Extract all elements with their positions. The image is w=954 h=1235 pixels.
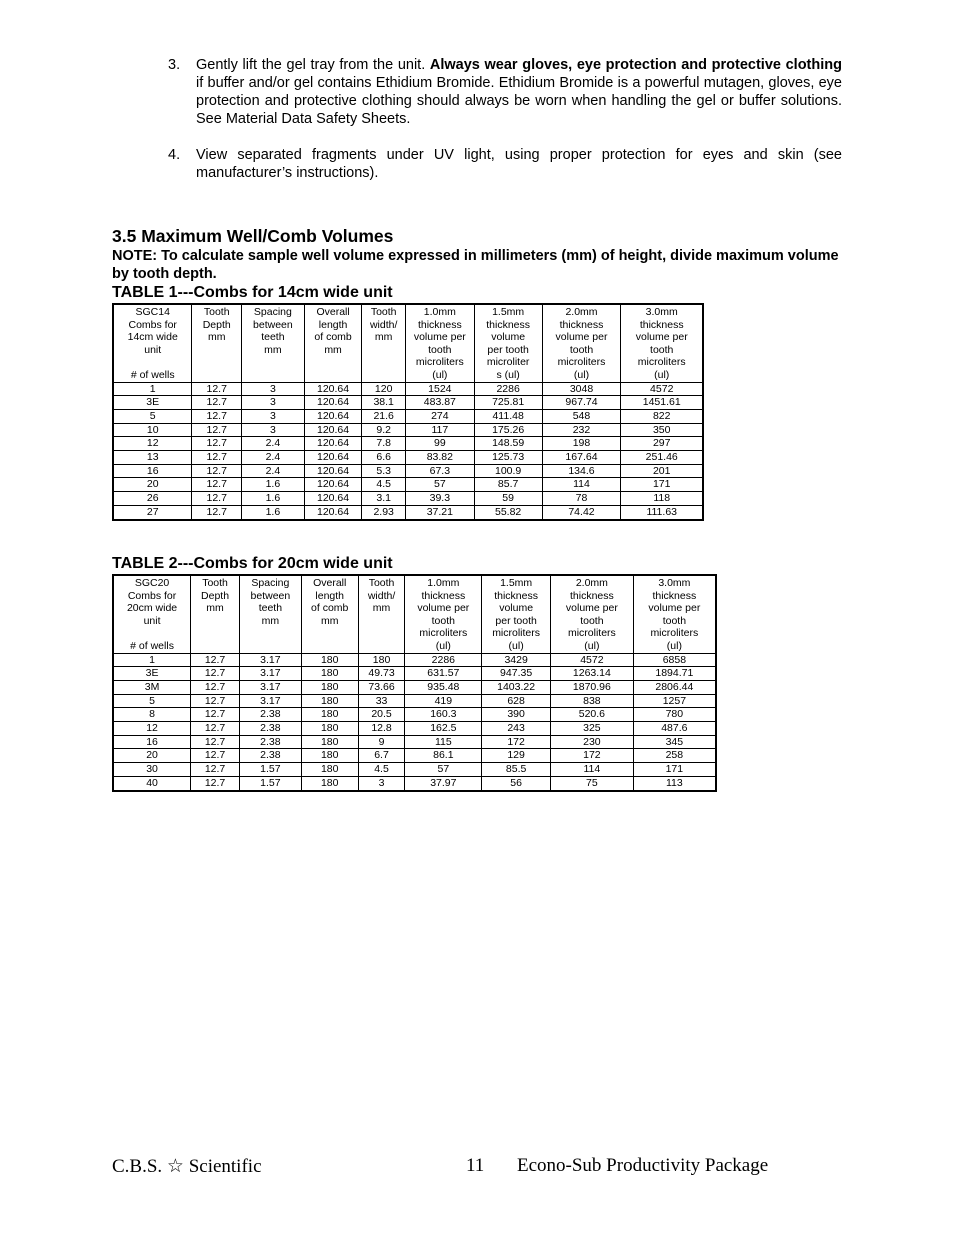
table-cell: 297 bbox=[621, 437, 703, 451]
table-cell: 5.3 bbox=[362, 464, 406, 478]
table-cell: 12.7 bbox=[191, 694, 240, 708]
table-cell: 780 bbox=[633, 708, 716, 722]
column-header bbox=[239, 575, 301, 653]
table-cell: 3048 bbox=[542, 382, 621, 396]
safety-warning: Always wear gloves, eye protection and protective clothing bbox=[429, 57, 842, 73]
table-cell: 1 bbox=[113, 382, 192, 396]
table-row bbox=[113, 749, 716, 763]
table-cell: 12.7 bbox=[192, 492, 242, 506]
table-cell: 12.7 bbox=[191, 667, 240, 681]
table-cell: 822 bbox=[621, 409, 703, 423]
table-cell: 13 bbox=[113, 451, 192, 465]
table-cell: 1894.71 bbox=[633, 667, 716, 681]
table-cell: 1451.61 bbox=[621, 396, 703, 410]
table-cell: 12.7 bbox=[191, 653, 240, 667]
table-cell: 12 bbox=[113, 722, 191, 736]
column-header bbox=[633, 575, 716, 653]
section-title: 3.5 Maximum Well/Comb Volumes bbox=[112, 226, 394, 246]
table-cell: 120 bbox=[362, 382, 406, 396]
table-cell: 5 bbox=[113, 694, 191, 708]
table-cell: 75 bbox=[551, 776, 634, 790]
table-cell: 115 bbox=[405, 735, 482, 749]
table-cell: 99 bbox=[405, 437, 474, 451]
table-cell: 74.42 bbox=[542, 505, 621, 519]
table-row bbox=[113, 722, 716, 736]
table-cell: 2286 bbox=[474, 382, 542, 396]
table-cell: 520.6 bbox=[551, 708, 634, 722]
table-cell: 12.7 bbox=[191, 749, 240, 763]
table-cell: 3 bbox=[358, 776, 405, 790]
table-cell: 2806.44 bbox=[633, 680, 716, 694]
table-cell: 12.7 bbox=[191, 722, 240, 736]
table-cell: 20 bbox=[113, 749, 191, 763]
table-cell: 1257 bbox=[633, 694, 716, 708]
column-header-label: 1.0mm thickness volume per tooth microliters (ul) bbox=[413, 306, 466, 381]
table-cell: 120.64 bbox=[304, 464, 362, 478]
table-cell: 1263.14 bbox=[551, 667, 634, 681]
step-4 bbox=[168, 146, 842, 182]
table-cell: 134.6 bbox=[542, 464, 621, 478]
column-header-label: Tooth width/ mm bbox=[369, 306, 398, 344]
column-header-label: SGC20 Combs for 20cm wide unit # of wells bbox=[126, 577, 178, 652]
table-row bbox=[113, 396, 703, 410]
table-row bbox=[113, 492, 703, 506]
column-header bbox=[192, 304, 242, 382]
table-cell: 111.63 bbox=[621, 505, 703, 519]
table-cell: 26 bbox=[113, 492, 192, 506]
table-cell: 39.3 bbox=[405, 492, 474, 506]
table-cell: 1.6 bbox=[242, 492, 305, 506]
table-cell: 4572 bbox=[621, 382, 703, 396]
table-cell: 1524 bbox=[405, 382, 474, 396]
table-cell: 725.81 bbox=[474, 396, 542, 410]
table-row bbox=[113, 680, 716, 694]
table-cell: 3 bbox=[242, 423, 305, 437]
table-cell: 114 bbox=[551, 763, 634, 777]
table-cell: 12.7 bbox=[192, 382, 242, 396]
section-max-volumes bbox=[112, 225, 842, 283]
table-cell: 160.3 bbox=[405, 708, 482, 722]
table-cell: 345 bbox=[633, 735, 716, 749]
table-cell: 120.64 bbox=[304, 492, 362, 506]
table-cell: 1870.96 bbox=[551, 680, 634, 694]
table-header-row bbox=[113, 575, 716, 653]
table-cell: 49.73 bbox=[358, 667, 405, 681]
column-header-label: 3.0mm thickness volume per tooth microliters (ul) bbox=[648, 577, 701, 652]
table-cell: 20 bbox=[113, 478, 192, 492]
table-cell: 37.97 bbox=[405, 776, 482, 790]
table-cell: 180 bbox=[301, 694, 358, 708]
table-cell: 483.87 bbox=[405, 396, 474, 410]
table-cell: 3E bbox=[113, 667, 191, 681]
table-cell: 16 bbox=[113, 464, 192, 478]
table-cell: 251.46 bbox=[621, 451, 703, 465]
page-number: 11 bbox=[466, 1155, 485, 1176]
step-text-part: if buffer and/or gel contains Ethidium Bromide. Ethidium Bromide is a powerful mutagen, gloves, eye protection and protective clothing should always be worn when handling the gel or buffer solutions. See Material Data Safety Sheets. bbox=[196, 75, 842, 127]
table-cell: 57 bbox=[405, 763, 482, 777]
table-cell: 114 bbox=[542, 478, 621, 492]
column-header bbox=[301, 575, 358, 653]
table-cell: 12.7 bbox=[191, 763, 240, 777]
table-row bbox=[113, 464, 703, 478]
table-cell: 21.6 bbox=[362, 409, 406, 423]
table-cell: 20.5 bbox=[358, 708, 405, 722]
table-row bbox=[113, 423, 703, 437]
table-cell: 55.82 bbox=[474, 505, 542, 519]
table-cell: 258 bbox=[633, 749, 716, 763]
table-row bbox=[113, 735, 716, 749]
table-cell: 9.2 bbox=[362, 423, 406, 437]
table-cell: 37.21 bbox=[405, 505, 474, 519]
table-cell: 180 bbox=[301, 667, 358, 681]
column-header bbox=[621, 304, 703, 382]
table-cell: 40 bbox=[113, 776, 191, 790]
table-row bbox=[113, 505, 703, 519]
table-cell: 120.64 bbox=[304, 409, 362, 423]
table-cell: 2.4 bbox=[242, 437, 305, 451]
table-cell: 3.17 bbox=[239, 653, 301, 667]
table-row bbox=[113, 694, 716, 708]
table-cell: 3.1 bbox=[362, 492, 406, 506]
column-header bbox=[304, 304, 362, 382]
table-cell: 12.7 bbox=[192, 505, 242, 519]
table-cell: 85.7 bbox=[474, 478, 542, 492]
table-cell: 175.26 bbox=[474, 423, 542, 437]
table-cell: 201 bbox=[621, 464, 703, 478]
table-row bbox=[113, 763, 716, 777]
column-header-label: 1.5mm thickness volume per tooth microliter s (ul) bbox=[486, 306, 531, 381]
table-cell: 3E bbox=[113, 396, 192, 410]
column-header-label: Tooth Depth mm bbox=[202, 306, 231, 344]
table-row bbox=[113, 478, 703, 492]
note-text: NOTE: To calculate sample well volume expressed in millimeters (mm) of height, divide maximum volume by tooth depth. bbox=[112, 248, 839, 282]
table-row bbox=[113, 776, 716, 790]
table-cell: 2.38 bbox=[239, 722, 301, 736]
table-cell: 180 bbox=[358, 653, 405, 667]
table-cell: 6858 bbox=[633, 653, 716, 667]
table-cell: 12.7 bbox=[192, 451, 242, 465]
table-cell: 167.64 bbox=[542, 451, 621, 465]
table-cell: 325 bbox=[551, 722, 634, 736]
column-header-label: 2.0mm thickness volume per tooth microliters (ul) bbox=[555, 306, 608, 381]
table-cell: 59 bbox=[474, 492, 542, 506]
table-row bbox=[113, 667, 716, 681]
table-cell: 12.7 bbox=[192, 478, 242, 492]
table-cell: 631.57 bbox=[405, 667, 482, 681]
table-cell: 243 bbox=[482, 722, 551, 736]
column-header bbox=[362, 304, 406, 382]
table-cell: 12.7 bbox=[192, 396, 242, 410]
table-cell: 9 bbox=[358, 735, 405, 749]
table-cell: 3 bbox=[242, 409, 305, 423]
column-header-label: 2.0mm thickness volume per tooth microliters (ul) bbox=[565, 577, 618, 652]
table-cell: 3429 bbox=[482, 653, 551, 667]
table-cell: 2.38 bbox=[239, 708, 301, 722]
step-3 bbox=[168, 56, 842, 128]
table-cell: 3.17 bbox=[239, 694, 301, 708]
table-cell: 12.7 bbox=[192, 409, 242, 423]
table-cell: 120.64 bbox=[304, 382, 362, 396]
column-header bbox=[113, 304, 192, 382]
comb-table-14cm bbox=[112, 303, 704, 521]
table-cell: 129 bbox=[482, 749, 551, 763]
table-cell: 12.7 bbox=[192, 464, 242, 478]
table-cell: 274 bbox=[405, 409, 474, 423]
table-cell: 1.6 bbox=[242, 505, 305, 519]
table-cell: 27 bbox=[113, 505, 192, 519]
table-cell: 120.64 bbox=[304, 478, 362, 492]
table-cell: 162.5 bbox=[405, 722, 482, 736]
table-cell: 120.64 bbox=[304, 451, 362, 465]
table-cell: 180 bbox=[301, 735, 358, 749]
table-cell: 180 bbox=[301, 763, 358, 777]
table-cell: 1.57 bbox=[239, 776, 301, 790]
table-cell: 3.17 bbox=[239, 667, 301, 681]
table-cell: 2286 bbox=[405, 653, 482, 667]
table-cell: 125.73 bbox=[474, 451, 542, 465]
column-header bbox=[358, 575, 405, 653]
column-header bbox=[191, 575, 240, 653]
table-cell: 935.48 bbox=[405, 680, 482, 694]
column-header-label: Overall length of comb mm bbox=[314, 306, 352, 356]
table-cell: 7.8 bbox=[362, 437, 406, 451]
table-cell: 232 bbox=[542, 423, 621, 437]
table-cell: 85.5 bbox=[482, 763, 551, 777]
table-cell: 350 bbox=[621, 423, 703, 437]
step-text bbox=[196, 56, 842, 128]
table-cell: 16 bbox=[113, 735, 191, 749]
table-cell: 967.74 bbox=[542, 396, 621, 410]
table-cell: 3.17 bbox=[239, 680, 301, 694]
step-text-part: View separated fragments under UV light, using proper protection for eyes and skin (see manufacturer’s instructions). bbox=[196, 147, 842, 181]
table-cell: 2.93 bbox=[362, 505, 406, 519]
table-cell: 411.48 bbox=[474, 409, 542, 423]
column-header bbox=[405, 304, 474, 382]
table-cell: 1 bbox=[113, 653, 191, 667]
table-cell: 1.57 bbox=[239, 763, 301, 777]
column-header-label: 1.5mm thickness volume per tooth microliters (ul) bbox=[492, 577, 541, 652]
table-cell: 180 bbox=[301, 708, 358, 722]
table2-title: TABLE 2---Combs for 20cm wide unit bbox=[112, 555, 393, 572]
table-cell: 4.5 bbox=[358, 763, 405, 777]
table-cell: 2.4 bbox=[242, 464, 305, 478]
table-cell: 12.7 bbox=[191, 735, 240, 749]
table-cell: 120.64 bbox=[304, 505, 362, 519]
column-header-label: 3.0mm thickness volume per tooth microliters (ul) bbox=[635, 306, 688, 381]
table-row bbox=[113, 653, 716, 667]
column-header-label: Tooth Depth mm bbox=[201, 577, 230, 615]
column-header-label: Overall length of comb mm bbox=[311, 577, 349, 627]
table-cell: 171 bbox=[633, 763, 716, 777]
table-cell: 180 bbox=[301, 749, 358, 763]
table-cell: 947.35 bbox=[482, 667, 551, 681]
column-header-label: SGC14 Combs for 14cm wide unit # of wells bbox=[127, 306, 178, 381]
table-cell: 120.64 bbox=[304, 423, 362, 437]
table-cell: 12.7 bbox=[192, 423, 242, 437]
column-header-label: Spacing between teeth mm bbox=[253, 306, 293, 356]
table1-title: TABLE 1---Combs for 14cm wide unit bbox=[112, 284, 393, 301]
table-cell: 148.59 bbox=[474, 437, 542, 451]
table-cell: 118 bbox=[621, 492, 703, 506]
table-cell: 3M bbox=[113, 680, 191, 694]
column-header-label: Tooth width/ mm bbox=[367, 577, 396, 615]
table-cell: 67.3 bbox=[405, 464, 474, 478]
step-text-part: Gently lift the gel tray from the unit. bbox=[196, 57, 430, 73]
table-cell: 12.7 bbox=[191, 680, 240, 694]
footer-company: C.B.S. ☆ Scientific bbox=[112, 1156, 262, 1177]
column-header-label: Spacing between teeth mm bbox=[250, 577, 291, 627]
table-cell: 172 bbox=[482, 735, 551, 749]
table-cell: 3 bbox=[242, 382, 305, 396]
table-cell: 12.7 bbox=[191, 708, 240, 722]
table-cell: 2.4 bbox=[242, 451, 305, 465]
table-cell: 628 bbox=[482, 694, 551, 708]
table-row bbox=[113, 437, 703, 451]
table-cell: 83.82 bbox=[405, 451, 474, 465]
step-number: 4. bbox=[168, 147, 181, 163]
table-cell: 171 bbox=[621, 478, 703, 492]
table-cell: 4572 bbox=[551, 653, 634, 667]
column-header bbox=[405, 575, 482, 653]
table-cell: 2.38 bbox=[239, 749, 301, 763]
table-cell: 180 bbox=[301, 776, 358, 790]
table-row bbox=[113, 708, 716, 722]
table-cell: 38.1 bbox=[362, 396, 406, 410]
table-cell: 4.5 bbox=[362, 478, 406, 492]
table-cell: 100.9 bbox=[474, 464, 542, 478]
table-row bbox=[113, 382, 703, 396]
table-cell: 30 bbox=[113, 763, 191, 777]
table-cell: 12.8 bbox=[358, 722, 405, 736]
table-cell: 120.64 bbox=[304, 396, 362, 410]
table-cell: 1403.22 bbox=[482, 680, 551, 694]
instruction-steps bbox=[168, 56, 842, 182]
table-cell: 120.64 bbox=[304, 437, 362, 451]
table-cell: 172 bbox=[551, 749, 634, 763]
comb-table-20cm bbox=[112, 574, 717, 792]
table-cell: 3 bbox=[242, 396, 305, 410]
table-cell: 12.7 bbox=[192, 437, 242, 451]
footer-product: Econo-Sub Productivity Package bbox=[517, 1155, 769, 1176]
table-row bbox=[113, 409, 703, 423]
table-cell: 73.66 bbox=[358, 680, 405, 694]
column-header bbox=[551, 575, 634, 653]
table-cell: 12.7 bbox=[191, 776, 240, 790]
table-cell: 180 bbox=[301, 653, 358, 667]
table-cell: 57 bbox=[405, 478, 474, 492]
table-cell: 487.6 bbox=[633, 722, 716, 736]
table-cell: 180 bbox=[301, 722, 358, 736]
column-header bbox=[482, 575, 551, 653]
table-cell: 78 bbox=[542, 492, 621, 506]
column-header-label: 1.0mm thickness volume per tooth microliters (ul) bbox=[417, 577, 470, 652]
table-cell: 33 bbox=[358, 694, 405, 708]
table-cell: 2.38 bbox=[239, 735, 301, 749]
table-row bbox=[113, 451, 703, 465]
table-cell: 390 bbox=[482, 708, 551, 722]
step-number: 3. bbox=[168, 57, 181, 73]
table-cell: 419 bbox=[405, 694, 482, 708]
column-header bbox=[242, 304, 305, 382]
table-cell: 548 bbox=[542, 409, 621, 423]
column-header bbox=[113, 575, 191, 653]
table-cell: 180 bbox=[301, 680, 358, 694]
column-header bbox=[542, 304, 621, 382]
table-cell: 56 bbox=[482, 776, 551, 790]
table-cell: 838 bbox=[551, 694, 634, 708]
table-cell: 1.6 bbox=[242, 478, 305, 492]
table-cell: 10 bbox=[113, 423, 192, 437]
column-header bbox=[474, 304, 542, 382]
table-cell: 230 bbox=[551, 735, 634, 749]
table-cell: 5 bbox=[113, 409, 192, 423]
table-cell: 198 bbox=[542, 437, 621, 451]
table-cell: 86.1 bbox=[405, 749, 482, 763]
table-cell: 12 bbox=[113, 437, 192, 451]
table-cell: 8 bbox=[113, 708, 191, 722]
table-cell: 6.6 bbox=[362, 451, 406, 465]
table-cell: 113 bbox=[633, 776, 716, 790]
table-cell: 117 bbox=[405, 423, 474, 437]
table-cell: 6.7 bbox=[358, 749, 405, 763]
step-text bbox=[196, 146, 842, 182]
table-header-row bbox=[113, 304, 703, 382]
